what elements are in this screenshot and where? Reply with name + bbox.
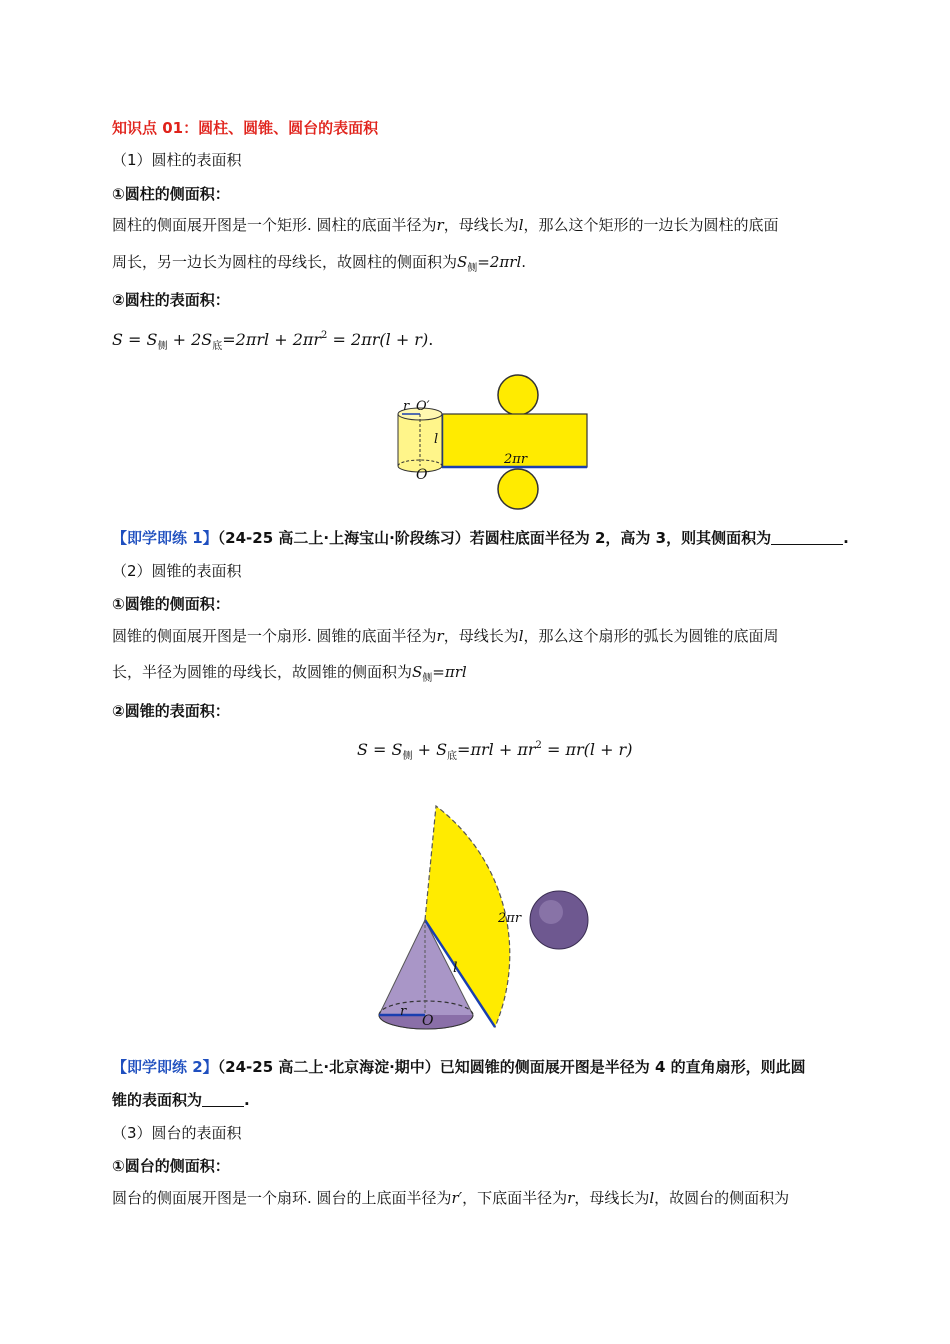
section-heading: 知识点 01：圆柱、圆锥、圆台的表面积 <box>112 119 379 137</box>
cone-text-line1 <box>112 626 779 646</box>
math-l: l <box>518 627 524 645</box>
frustum-text-line1 <box>112 1188 789 1208</box>
text-segment: ，那么这个矩形的一边长为圆柱的底面 <box>523 216 779 234</box>
text-segment: ，那么这个扇形的弧长为圆锥的底面周 <box>523 627 779 645</box>
math-r: r <box>436 216 444 234</box>
practice-2-line2 <box>112 1090 250 1110</box>
answer-blank[interactable] <box>771 530 843 545</box>
label-arc: 2πr <box>498 911 522 926</box>
label-o-bottom: O <box>416 467 428 483</box>
cone-surface-title: ②圆锥的表面积： <box>112 702 230 720</box>
math-r: r <box>436 627 444 645</box>
practice-1 <box>112 528 849 548</box>
formula-lateral-cylinder: $S_侧=2\pi rl$ <box>457 253 522 274</box>
cylinder-text-line1 <box>112 215 779 235</box>
math-r-prime: r′ <box>451 1189 463 1207</box>
top-circle <box>498 375 538 415</box>
math-l: l <box>649 1189 655 1207</box>
text-segment: 圆锥的侧面展开图是一个扇形. 圆锥的底面半径为 <box>112 627 437 645</box>
math-l: l <box>518 216 524 234</box>
text-segment: 周长，另一边长为圆柱的母线长，故圆柱的侧面积为 <box>112 253 458 271</box>
label-o: O <box>422 1013 434 1029</box>
bottom-circle <box>498 469 538 509</box>
frustum-title: （3）圆台的表面积 <box>112 1124 242 1142</box>
text-segment: . <box>843 529 849 547</box>
cylinder-surface-title: ②圆柱的表面积： <box>112 291 230 309</box>
frustum-lateral-title: ①圆台的侧面积： <box>112 1157 230 1175</box>
text-segment: ，母线长为 <box>443 216 519 234</box>
text-segment: 圆台的侧面展开图是一个扇环. 圆台的上底面半径为 <box>112 1189 452 1207</box>
text-segment: ，故圆台的侧面积为 <box>654 1189 790 1207</box>
text-segment: 长，半径为圆锥的母线长，故圆锥的侧面积为 <box>112 663 413 681</box>
cylinder-title: （1）圆柱的表面积 <box>112 151 242 169</box>
cone-lateral-title: ①圆锥的侧面积： <box>112 595 230 613</box>
label-l: l <box>453 960 458 976</box>
practice-text: （24-25 高二上·北京海淀·期中）已知圆锥的侧面展开图是半径为 4 的直角扇形，则此圆 <box>217 1058 806 1076</box>
text-segment: 圆柱的侧面展开图是一个矩形. 圆柱的底面半径为 <box>112 216 437 234</box>
label-circumference: 2πr <box>504 452 528 467</box>
practice-tag: 【即学即练 2】 <box>112 1058 218 1076</box>
text-segment: . <box>244 1091 250 1109</box>
practice-tag: 【即学即练 1】 <box>112 529 218 547</box>
cylinder-text-line2 <box>112 252 526 279</box>
cylinder-net-figure <box>380 370 600 510</box>
cone-text-line2 <box>112 662 467 689</box>
cylinder-lateral-title: ①圆柱的侧面积： <box>112 185 230 203</box>
text-segment: . <box>521 253 527 271</box>
cone-net-figure <box>370 800 620 1040</box>
text-segment: ，下底面半径为 <box>462 1189 568 1207</box>
cone-title: （2）圆锥的表面积 <box>112 562 242 580</box>
formula-lateral-cone: $S_侧=\pi rl$ <box>412 663 467 684</box>
answer-blank[interactable] <box>202 1092 244 1107</box>
label-r: r <box>403 399 410 414</box>
practice-text: 锥的表面积为 <box>112 1091 203 1109</box>
text-segment: ，母线长为 <box>574 1189 650 1207</box>
practice-2 <box>112 1057 806 1077</box>
formula-cone-surface: $S = S_侧 + S_底=\pi rl + \pi r^2 = \pi r(l + r)$ <box>357 740 633 762</box>
math-r: r <box>567 1189 575 1207</box>
label-o-top: O′ <box>416 399 430 414</box>
practice-text: （24-25 高二上·上海宝山·阶段练习）若圆柱底面半径为 2，高为 3，则其侧面积为 <box>217 529 772 547</box>
base-circle-highlight <box>539 900 563 924</box>
formula-cylinder-surface: $S = S_侧 + 2S_底=2\pi rl + 2\pi r^2 = 2\pi r(l + r)$. <box>112 330 434 352</box>
label-l: l <box>434 432 439 447</box>
label-r: r <box>400 1004 407 1019</box>
text-segment: ，母线长为 <box>443 627 519 645</box>
